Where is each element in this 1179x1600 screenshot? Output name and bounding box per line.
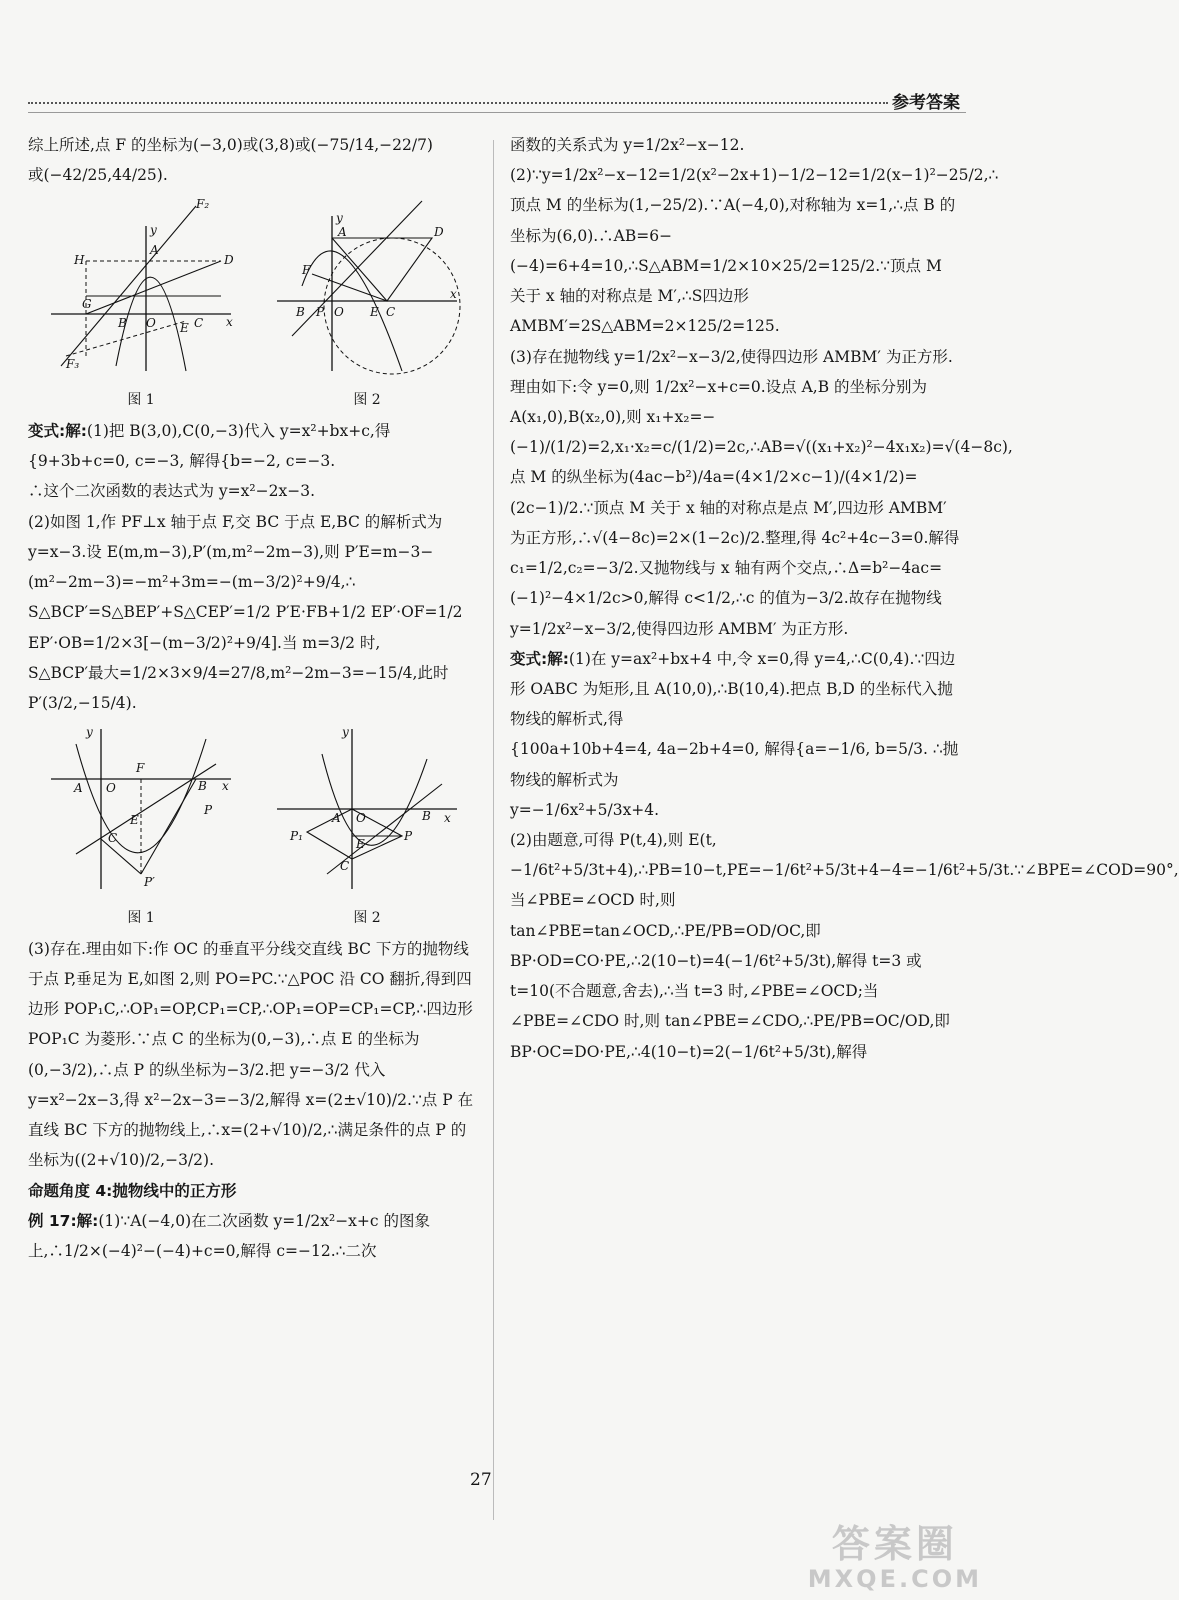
answer-paragraph: S△BCP′=S△BEP′+S△CEP′=1/2 P′E·FB+1/2 EP′·OF=1/2 EP′·OB=1/2×3[−(m−3/2)²+9/4].当 m=3/2 时, xyxy=(28,603,468,652)
svg-text:G: G xyxy=(82,297,92,312)
line-bc xyxy=(76,764,216,854)
svg-text:B: B xyxy=(422,809,431,824)
line-af xyxy=(61,206,196,366)
line-ad xyxy=(292,201,422,336)
svg-text:B: B xyxy=(296,305,305,320)
svg-text:H: H xyxy=(74,253,85,268)
svg-text:F: F xyxy=(302,263,311,278)
answer-paragraph: (1)在 y=ax²+bx+4 中,令 x=0,得 y=4,∴C(0,4).∵四边形 OABC 为矩形,且 A(10,0),∴B(10,4).把点 B,D 的坐标代入抛物线的解析式,得 xyxy=(510,649,956,729)
answer-paragraph: (3)存在.理由如下:作 OC 的垂直平分线交直线 BC 下方的抛物线于点 P,垂足为 E,如图 2,则 PO=PC.∵△POC 沿 CO 翻折,得到四边形 POP₁C,∴OP₁=OP,CP₁=CP,∴OP₁=OP=CP₁=CP,∴四边形 POP₁C 为菱形.∵点 C 的坐标为(0,−3),∴点 E 的坐标为(0,−3/2),∴点 P 的纵坐标为−3/2.把 y=−3/2 代入 y=x²−2x−3,得 x²−2x−3=−3/2,解得 x=(2±√10)/2.∵点 P 在直线 BC 下方的抛物线上,∴x=(2+√10)/2,∴满足条件的点 P 的坐标为((2+√10)/2,−3/2). xyxy=(28,939,478,1170)
answer-paragraph: ∴这个二次函数的表达式为 y=x²−2x−3. xyxy=(28,482,315,501)
svg-text:F: F xyxy=(136,761,145,776)
example-label: 例 17:解: xyxy=(28,1211,99,1230)
answer-paragraph: S△BCP′最大=1/2×3×9/4=27/8,m²−2m−3=−15/4,此时 P′(3/2,−15/4). xyxy=(28,663,454,712)
figure-row-top xyxy=(28,196,480,414)
svg-text:P′: P′ xyxy=(144,875,155,890)
figure-2-bottom xyxy=(272,724,462,932)
answer-paragraph: (2)如图 1,作 PF⊥x 轴于点 F,交 BC 于点 E,BC 的解析式为 y=x−3.设 E(m,m−3),P′(m,m²−2m−3),则 P′E=m−3−(m²−2m−3)=−m²+3m=−(m−3/2)²+9/4,∴ xyxy=(28,512,448,592)
left-column xyxy=(28,130,480,1266)
answer-paragraph: 或(−42/25,44/25). xyxy=(28,166,168,185)
topic-heading: 命题角度 4:抛物线中的正方形 xyxy=(28,1181,237,1200)
svg-text:B: B xyxy=(198,779,207,794)
header-title: 参考答案 xyxy=(892,93,960,113)
svg-text:F₃: F₃ xyxy=(66,357,80,372)
svg-text:C: C xyxy=(194,316,204,331)
answer-paragraph: {9+3b+c=0, c=−3, 解得{b=−2, c=−3. xyxy=(28,452,336,471)
svg-text:E: E xyxy=(130,813,139,828)
figure-caption: 图 2 xyxy=(353,909,381,926)
figure-caption: 图 2 xyxy=(353,391,381,408)
svg-text:y: y xyxy=(342,725,349,740)
svg-text:A: A xyxy=(74,781,83,796)
svg-text:O: O xyxy=(356,811,366,826)
rhombus-pop1c xyxy=(307,809,402,859)
svg-text:E: E xyxy=(370,305,379,320)
variant-label: 变式:解: xyxy=(510,649,569,668)
svg-text:O: O xyxy=(106,781,116,796)
svg-text:x: x xyxy=(226,315,233,330)
answer-paragraph: (2)∵y=1/2x²−x−12=1/2(x²−2x+1)−1/2−12=1/2(x−1)²−25/2,∴顶点 M 的坐标为(1,−25/2).∵A(−4,0),对称轴为 x=1,∴点 B 的坐标为(6,0).∴AB=6−(−4)=6+4=10,∴S△ABM=1/2×10×25/2=125/2.∵顶点 M 关于 x 轴的对称点是 M′,∴S四边形AMBM′=2S△ABM=2×125/2=125. xyxy=(510,166,999,336)
watermark-logo xyxy=(807,1521,982,1593)
watermark-main: 答案圈 xyxy=(831,1521,958,1566)
svg-text:P: P xyxy=(404,829,413,844)
answer-paragraph: (1)∵A(−4,0)在二次函数 y=1/2x²−x+c 的图象上,∴1/2×(−4)²−(−4)+c=0,解得 c=−12.∴二次 xyxy=(28,1211,431,1260)
svg-text:D: D xyxy=(434,225,444,240)
svg-text:O: O xyxy=(146,316,156,331)
svg-text:E: E xyxy=(180,321,189,336)
answer-paragraph: y=−1/6x²+5/3x+4. xyxy=(510,800,660,819)
svg-text:F₂: F₂ xyxy=(196,197,210,212)
line-d xyxy=(86,261,221,314)
figure-caption: 图 1 xyxy=(127,391,155,408)
svg-text:x: x xyxy=(450,287,457,302)
page-number: 27 xyxy=(470,1470,492,1490)
header-rule xyxy=(28,112,966,113)
svg-text:y: y xyxy=(86,725,93,740)
triangle-adc xyxy=(332,238,432,301)
svg-text:C: C xyxy=(386,305,396,320)
column-divider xyxy=(493,140,494,1520)
figure-caption: 图 1 xyxy=(127,909,155,926)
svg-text:x: x xyxy=(444,811,451,826)
answer-paragraph: {100a+10b+4=4, 4a−2b+4=0, 解得{a=−1/6, b=5/3. ∴抛物线的解析式为 xyxy=(510,740,959,789)
answer-paragraph: (3)存在抛物线 y=1/2x²−x−3/2,使得四边形 AMBM′ 为正方形.理由如下:令 y=0,则 1/2x²−x+c=0.设点 A,B 的坐标分别为 A(x₁,0),B(x₂,0),则 x₁+x₂=−(−1)/(1/2)=2,x₁·x₂=c/(1/2)=2c,∴AB=√((x₁+x₂)²−4x₁x₂)=√(4−8c),点 M 的纵坐标为(4ac−b²)/4a=(4×1/2×c−1)/(4×1/2)=(2c−1)/2.∵顶点 M 关于 x 轴的对称点是点 M′,四边形 AMBM′ 为正方形,∴√(4−8c)=2×(1−2c)/2.整理,得 4c²+4c−3=0.解得 c₁=1/2,c₂=−3/2.又抛物线与 x 轴有两个交点,∴Δ=b²−4ac=(−1)²−4×1/2c>0,解得 c<1/2,∴c 的值为−3/2.故存在抛物线 y=1/2x²−x−3/2,使得四边形 AMBM′ 为正方形. xyxy=(510,347,1013,638)
svg-text:x: x xyxy=(222,779,229,794)
line-pb xyxy=(141,779,196,874)
variant-label: 变式:解: xyxy=(28,422,87,441)
figure-1-bottom xyxy=(46,724,236,932)
svg-text:C: C xyxy=(340,859,350,874)
svg-text:A: A xyxy=(150,243,159,258)
answer-paragraph: 综上所述,点 F 的坐标为(−3,0)或(3,8)或(−75/14,−22/7) xyxy=(28,136,433,154)
watermark-sub: MXQE.COM xyxy=(807,1564,982,1593)
figure-1-top-graph xyxy=(46,196,236,376)
answer-paragraph: (1)把 B(3,0),C(0,−3)代入 y=x²+bx+c,得 xyxy=(86,422,391,441)
svg-text:E: E xyxy=(356,837,365,852)
answer-paragraph: (2)由题意,可得 P(t,4),则 E(t,−1/6t²+5/3t+4),∴PB=10−t,PE=−1/6t²+5/3t+4−4=−1/6t²+5/3t.∵∠BPE=∠COD=90°,当∠PBE=∠OCD 时,则 tan∠PBE=tan∠OCD,∴PE/PB=OD/OC,即 BP·OD=CO·PE,∴2(10−t)=4(−1/6t²+5/3t),解得 t=3 或 t=10(不合题意,舍去),∴当 t=3 时,∠PBE=∠OCD;当∠PBE=∠CDO 时,则 tan∠PBE=∠CDO,∴PE/PB=OC/OD,即 BP·OC=DO·PE,∴4(10−t)=2(−1/6t²+5/3t),解得 xyxy=(510,831,1179,1061)
svg-text:A: A xyxy=(332,811,341,826)
figure-1-bottom-graph xyxy=(46,724,236,894)
svg-text:y: y xyxy=(150,223,157,238)
svg-text:P₁: P₁ xyxy=(290,829,303,844)
svg-text:P: P xyxy=(316,305,325,320)
svg-text:B: B xyxy=(118,316,127,331)
figure-2-top xyxy=(272,196,462,414)
figure-2-top-graph xyxy=(272,196,462,376)
header-dotted-rule xyxy=(28,102,888,104)
svg-text:P: P xyxy=(204,803,213,818)
figure-1-top xyxy=(46,196,236,414)
svg-text:O: O xyxy=(334,305,344,320)
figure-row-bottom xyxy=(28,724,480,932)
right-column xyxy=(510,130,1179,1067)
svg-text:D: D xyxy=(224,253,234,268)
svg-text:y: y xyxy=(336,211,343,226)
line-cp xyxy=(101,839,141,874)
answer-paragraph: 函数的关系式为 y=1/2x²−x−12. xyxy=(510,136,745,154)
svg-text:A: A xyxy=(338,225,347,240)
svg-text:C: C xyxy=(108,831,118,846)
figure-2-bottom-graph xyxy=(272,724,462,894)
